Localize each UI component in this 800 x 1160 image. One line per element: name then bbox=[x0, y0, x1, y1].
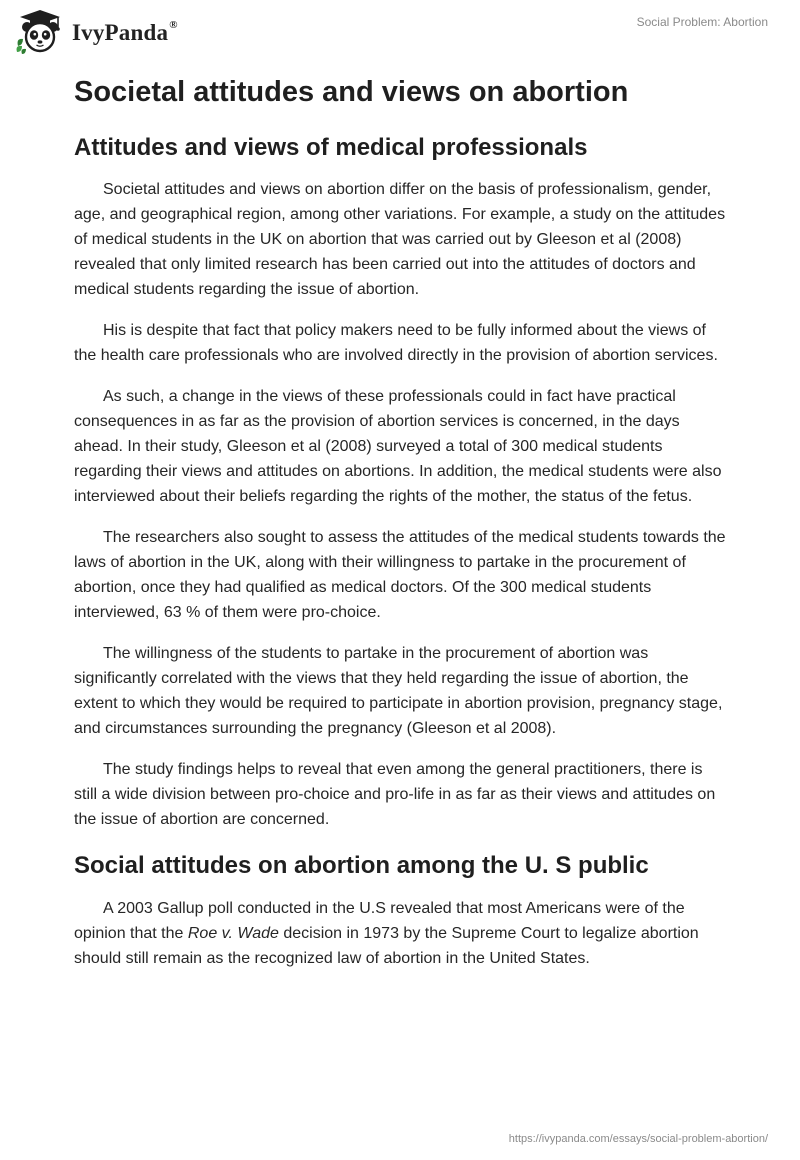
section-heading-us-public: Social attitudes on abortion among the U. S public bbox=[74, 852, 649, 879]
section-us-public bbox=[74, 896, 726, 971]
section-medical-professionals bbox=[74, 177, 726, 832]
source-url[interactable]: https://ivypanda.com/essays/social-problem-abortion/ bbox=[508, 1133, 768, 1145]
paragraph: Societal attitudes and views on abortion differ on the basis of professionalism, gender, age, and geographical region, among other variations. For example, a study on the attitudes of medical students in the UK on abortion that was carried out by Gleeson et al (2008) revealed that only limited research has been carried out into the attitudes of doctors and medical students regarding the issue of abortion. bbox=[74, 181, 726, 298]
paragraph bbox=[74, 896, 726, 971]
paragraph: The willingness of the students to partake in the procurement of abortion was significantly correlated with the views that they held regarding the issue of abortion, the extent to which they would be required to participate in abortion provision, pregnancy stage, and circumstances surrounding the pregnancy (Gleeson et al 2008). bbox=[74, 645, 723, 737]
article-body bbox=[74, 72, 726, 971]
paragraph: His is despite that fact that policy makers need to be fully informed about the views of the health care professionals who are involved directly in the provision of abortion services. bbox=[74, 322, 718, 364]
section-heading-medical-professionals: Attitudes and views of medical professionals bbox=[74, 134, 588, 161]
page-header bbox=[0, 0, 800, 62]
document-label: Social Problem: Abortion bbox=[636, 15, 768, 29]
paragraph-text: A 2003 Gallup poll conducted in the U.S revealed that most Americans were of the opinion that the bbox=[74, 900, 685, 942]
registered-mark: ® bbox=[169, 19, 178, 32]
paragraph: As such, a change in the views of these professionals could in fact have practical consequences in as far as the provision of abortion services is concerned, in the days ahead. In their study, Gleeson et al (2008) surveyed a total of 300 medical students regarding their views and attitudes on abortions. In addition, the medical students were also interviewed about their beliefs regarding the rights of the mother, the status of the fetus. bbox=[74, 388, 722, 505]
case-name: Roe v. Wade bbox=[187, 925, 279, 942]
logo-wordmark bbox=[72, 20, 178, 46]
paragraph: The study findings helps to reveal that even among the general practitioners, there is still a wide division between pro-choice and pro-life in as far as their views and attitudes on the issue of abortion are concerned. bbox=[74, 761, 716, 828]
panda-graduate-icon bbox=[14, 8, 66, 56]
paragraph-text: decision in 1973 by the Supreme Court to legalize abortion should still remain as the recognized law of abortion in the United States. bbox=[74, 925, 699, 967]
logo-text: IvyPanda bbox=[72, 20, 169, 45]
page-title: Societal attitudes and views on abortion bbox=[74, 76, 629, 108]
ivypanda-logo[interactable] bbox=[14, 8, 178, 56]
paragraph: The researchers also sought to assess the attitudes of the medical students towards the laws of abortion in the UK, along with their willingness to partake in the procurement of abortion, once they had qualified as medical doctors. Of the 300 medical students interviewed, 63 % of them were pro-choice. bbox=[74, 529, 726, 621]
